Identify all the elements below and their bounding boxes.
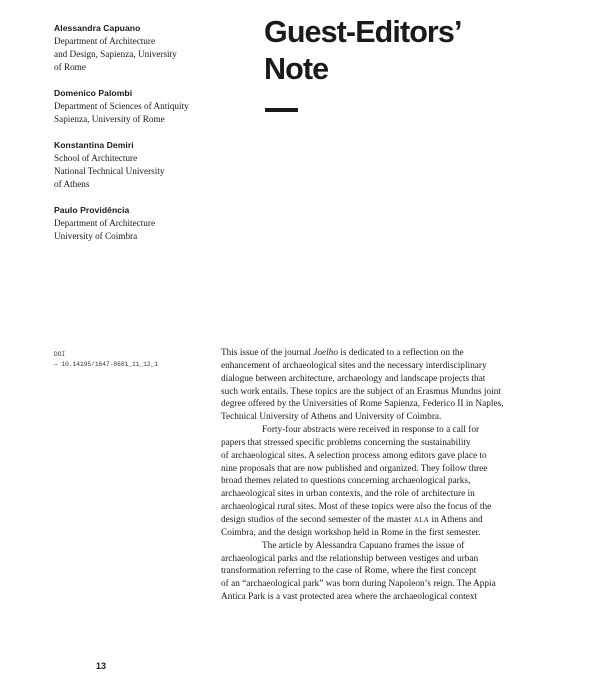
author-name: Domenico Palombi (54, 88, 133, 98)
page-number: 13 (96, 661, 107, 671)
page-title-line: Note (264, 52, 329, 86)
body-line: of archaeological sites. A selection process among editors gave place to (221, 450, 487, 461)
author-affiliation-line: and Design, Sapienza, University (54, 49, 177, 59)
text-run: in Athens and (429, 514, 483, 525)
author-block (54, 204, 244, 243)
doi-label: DOI (54, 351, 66, 358)
body-line (221, 347, 561, 360)
author-block (54, 22, 244, 74)
body-line: archaeological sites in urban contexts, and the role of architecture in (221, 489, 475, 500)
text-run: This issue of the journal (221, 348, 314, 358)
author-list (54, 22, 244, 256)
master-abbreviation: ala (413, 514, 430, 525)
author-affiliation-line: Department of Architecture (54, 218, 156, 228)
author-name: Konstantina Demiri (54, 140, 134, 150)
body-line: broad themes related to questions concerning archaeological parks, (221, 476, 471, 487)
body-line: dialogue between architecture, archaeology and landscape projects that (221, 373, 486, 384)
body-line: enhancement of archaeological sites and the necessary interdisciplinary (221, 360, 487, 371)
body-line: nine proposals that are now published and organized. They follow three (221, 463, 488, 474)
body-line: degree offered by the Universities of Rome Sapienza, Federico II in Naples, (221, 399, 504, 410)
body-line: transformation referring to the case of Rome, where the first concept (221, 566, 477, 577)
body-line: such work entails. These topics are the subject of an Erasmus Mundus joint (221, 386, 501, 397)
page-title-line: Guest-Editors’ (264, 15, 462, 49)
body-line: of an “archaeological park” was born during Napoleon’s reign. The Appia (221, 579, 496, 590)
doi-block (54, 350, 158, 369)
author-name: Alessandra Capuano (54, 23, 141, 33)
author-affiliation-line: of Rome (54, 62, 86, 72)
body-line: papers that stressed specific problems concerning the sustainability (221, 437, 471, 448)
text-run: design studios of the second semester of the master (221, 514, 414, 525)
author-affiliation-line: of Athens (54, 179, 90, 189)
author-affiliation-line: Sapienza, University of Rome (54, 114, 165, 124)
body-line: archaeological rural sites. Most of these topics were also the focus of the (221, 502, 492, 513)
journal-name: Joelho (313, 348, 338, 358)
body-text (221, 347, 561, 604)
body-line: Technical University of Athens and University of Coimbra. (221, 412, 442, 423)
title-underline-rule (265, 108, 298, 112)
body-line (221, 514, 561, 527)
doi-link[interactable]: — 10.14195/1647-8681_11_12_1 (54, 360, 158, 368)
body-line: archaeological parks and the relationship between vestiges and urban (221, 553, 479, 564)
page-title (264, 14, 462, 88)
body-line: The article by Alessandra Capuano frames the issue of (262, 540, 465, 551)
author-affiliation-line: National Technical University (54, 166, 165, 176)
author-affiliation-line: University of Coimbra (54, 231, 138, 241)
body-line: Forty-four abstracts were received in response to a call for (262, 425, 480, 436)
text-run: is dedicated to a reflection on the (337, 348, 464, 358)
author-affiliation-line: Department of Architecture (54, 36, 156, 46)
author-affiliation-line: School of Architecture (54, 153, 138, 163)
body-line: Coimbra, and the design workshop held in Rome in the first semester. (221, 527, 481, 538)
author-block (54, 87, 244, 126)
body-line: Antica Park is a vast protected area where the archaeological context (221, 592, 478, 603)
author-affiliation-line: Department of Sciences of Antiquity (54, 101, 189, 111)
author-name: Paulo Providência (54, 205, 130, 215)
author-block (54, 139, 244, 191)
